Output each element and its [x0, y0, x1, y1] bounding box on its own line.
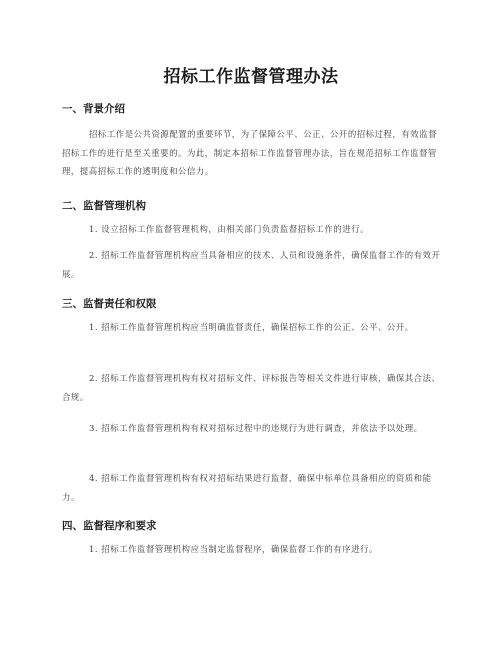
paragraph-procedures-1: 1. 招标工作监督管理机构应当制定监督程序，确保监督工作的有序进行。	[89, 544, 378, 554]
paragraph-supervision-body-1: 1. 设立招标工作监督管理机构，由相关部门负责监督招标工作的进行。	[89, 224, 370, 234]
paragraph-responsibilities-1: 1. 招标工作监督管理机构应当明确监督责任，确保招标工作的公正、公平、公开。	[89, 322, 414, 332]
paragraph-background-intro: 招标工作是公共资源配置的重要环节，为了保障公平、公正、公开的招标过程，有效监督招标工作的进行是至关重要的。为此，制定本招标工作监督管理办法，旨在规范招标工作监督管理，提高招标工作的透明度和公信力。	[62, 129, 438, 176]
section-heading-responsibilities: 三、监督责任和权限	[62, 298, 157, 310]
paragraph-responsibilities-3: 3. 招标工作监督管理机构有权对招标过程中的违规行为进行调查，并依法予以处理。	[89, 423, 423, 433]
paragraph-responsibilities-2: 2. 招标工作监督管理机构有权对招标文件、评标报告等相关文件进行审核，确保其合法、合规。	[62, 373, 441, 402]
section-heading-background: 一、背景介绍	[62, 103, 125, 115]
section-heading-supervision-body: 二、监督管理机构	[62, 200, 146, 212]
section-heading-procedures: 四、监督程序和要求	[62, 520, 157, 532]
paragraph-supervision-body-2: 2. 招标工作监督管理机构应当具备相应的技术、人员和设施条件，确保监督工作的有效开展。	[62, 250, 441, 279]
paragraph-responsibilities-4: 4. 招标工作监督管理机构有权对招标结果进行监督，确保中标单位具备相应的资质和能力。	[62, 473, 432, 502]
document-title: 招标工作监督管理办法	[163, 67, 339, 87]
